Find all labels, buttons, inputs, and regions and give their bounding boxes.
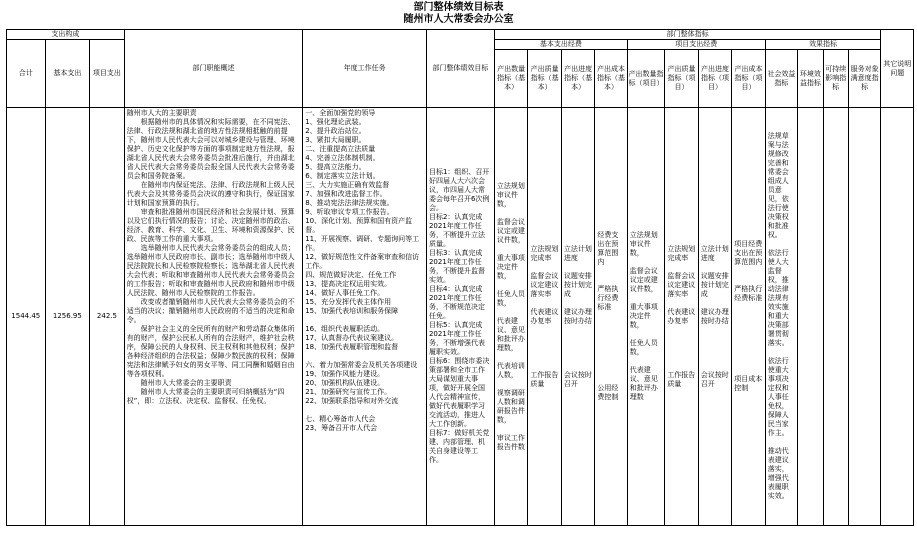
- header-other: 其它说明问题: [881, 30, 914, 108]
- header-tasks: 年度工作任务: [303, 30, 427, 108]
- header-basic-quality: 产出质量指标（基本）: [528, 50, 561, 108]
- header-project-cost: 产出成本指标（项目）: [732, 50, 765, 108]
- sustain-text: [823, 108, 848, 526]
- header-project-progress: 产出进度指标（项目）: [698, 50, 731, 108]
- header-environment: 环境效益指标: [798, 50, 823, 108]
- header-total: 合计: [7, 40, 46, 108]
- header-sustain: 可持续影响指标: [823, 50, 848, 108]
- value-basic: 1256.95: [45, 108, 90, 526]
- performance-table: [6, 29, 914, 526]
- functions-text: 随州市人大的主要职责 根据随州市的具体情况和实际需要，在不同宪法、法律、行政法规和湖北省的地方性法规相抵触的前提下，随州市人民代表大会可以对城乡建设与管理、环境保护、历史文化保护等方面的事项制定地方性法规，报湖北省人民代表大会常务委员会批准后施行，并由湖北省人民代表大会常务委员会报全国人民代表大会常务委员会和国务院备案。 在随州市内保证宪法、法律、行政法规和上级人民代表大会及其常务委员会决议的遵守和执行，保证国家计划和国家预算的执行。 审查和批准随州市国民经济和社会发展计划、预算以及它们执行情况的报告；讨论、决定随州市的政治、经济、教育、科学、文化、卫生、环境和资源保护、民政、民族等工作的重大事项。 选举随州市人民代表大会常务委员会的组成人员；选举随州市人民政府市长、副市长；选举随州市中级人民法院院长和人民检察院检察长；选举湖北省人民代表大会代表；听取和审查随州市人民代表大会常务委员会的工作报告；听取和审查随州市人民政府和随州市中级人民法院、随州市人民检察院的工作报告。 改变或者撤销随州市人民代表大会常务委员会的不适当的决议；撤销随州市人民政府的不适当的决定和命令。 保护社会主义的全民所有的财产和劳动群众集体所有的财产，保护公民私人所有的合法财产，维护社会秩序，保障公民的人身权利、民主权利和其他权利；保护各种经济组织的合法权益；保障少数民族的权利；保障宪法和法律赋予妇女的男女平等、同工同酬和婚姻自由等各项权利。 随州市人大常委会的主要职责 随州市人大常委会的主要职责可归纳概括为“四权”，即：立法权、决定权、监督权、任免权。: [124, 108, 303, 526]
- header-basic-group: 基本支出经费: [494, 40, 627, 50]
- value-total: 1544.45: [7, 108, 46, 526]
- header-expenditure-group: 支出构成: [7, 30, 125, 40]
- header-effect-group: 效果指标: [765, 40, 881, 50]
- table-row: [7, 108, 914, 526]
- value-project: 242.5: [90, 108, 125, 526]
- header-project: 项目支出: [90, 40, 125, 108]
- social-text: 法规草案与法规修改完善和常委会组成人员意见，依法行使决策权和批准权。 依法行使人大监督权，推动法律法规有效实施和重大决策部署贯彻落实。 依法行使重大事项决定权和人事任免权，保障人民当家作主。 推动代表建议落实，增强代表履职实效。: [765, 108, 797, 526]
- header-project-qty: 产出数量指标（项目）: [627, 50, 665, 108]
- header-indicators-group: 部门整体指标: [494, 30, 880, 40]
- project-qty-text: 立法规划审议件数， 监督会议议定或建议件数， 重大事项决定件数， 任免人员数， 代表建议、意见和批评办理数: [627, 108, 665, 526]
- header-basic-cost: 产出成本指标（基本）: [595, 50, 627, 108]
- header-basic-qty: 产出数量指标（基本）: [494, 50, 527, 108]
- project-progress-text: 立法计划进度 议题安排按计划完成 建议办理按时办结 会议按时召开: [698, 108, 731, 526]
- satisfaction-text: [848, 108, 881, 526]
- header-project-group: 项目支出经费: [627, 40, 765, 50]
- header-basic: 基本支出: [45, 40, 90, 108]
- environment-text: [798, 108, 823, 526]
- overall-goal-text: 目标1：组织、召开好四届人大六次会议，市四届人大常委会每年召开6次例会。 目标2：认真完成2021年度工作任务，不断提升立法质量。 目标3：认真完成2021年度工作任务，不断提升监督实效。 目标4：认真完成2021年度工作任务，不断规范决定任免。 目标5：认真完成2021年度工作任务，不断增强代表履职实效。 目标6：围绕市委决策部署和全市工作大局谋划重大事项，做好开展全国人代会精神宣传，做好代表履职学习交流活动，推进人大工作创新。 目标7：做好机关党建、内部管理、机关自身建设等工作。: [426, 108, 494, 526]
- project-cost-text: 项目经费支出在预算范围内 严格执行经费标准 项目成本控制: [732, 108, 765, 526]
- other-text: [881, 108, 914, 526]
- basic-cost-text: 经费支出在预算范围内 严格执行经费标准 公用经费控制: [595, 108, 627, 526]
- page-subtitle: 随州市人大常委会办公室: [403, 14, 514, 25]
- basic-qty-text: 立法规划审议件数， 监督会议议定或建议件数， 重大事项决定件数， 任免人员数， 代表建议、意见和批评办理数， 代表培训人数， 视察调研人数和调研报告件数， 审议工作报告件数: [494, 108, 527, 526]
- basic-progress-text: 立法计划进度 议题安排按计划完成 建议办理按时办结 会议按时召开: [561, 108, 594, 526]
- page-title: 部门整体绩效目标表: [413, 2, 504, 13]
- header-basic-progress: 产出进度指标（基本）: [561, 50, 594, 108]
- header-project-quality: 产出质量指标（项目）: [665, 50, 698, 108]
- tasks-text: 一、全面加强党的领导 1、强化理论武装。 2、提升政治站位。 3、紧扣大局履职。 二、注重提高立法质量 4、完善立法体制机制。 5、提高立法能力。 6、制定落实立法计划。 三、大力实施正确有效监督 7、加强和改进监督工作。 8、推动宪法法律法规实施。 9、听取审议专项工作报告。 10、深化计划、预算和国有资产监督。 11、开展视察、调研、专题询问等工作。 12、做好规范性文件备案审查和信访工作。 四、规范做好决定、任免工作 13、提高决定权运用实效。 14、做好人事任免工作。 15、充分发挥代表主体作用 15、加强代表培训和服务保障 16、组织代表履职活动。 17、认真督办代表议案建议。 18、加强代表履职管理和监督 六、着力加强常委会及机关各项建设 19、加强作风能力建设。 20、加强机构队伍建设。 21、加强研究与宣传工作。 22、加强联系指导和对外交流 七、精心筹备市人代会 23、筹备召开市人代会: [303, 108, 427, 526]
- header-functions: 部门职能概述: [124, 30, 303, 108]
- header-social: 社会效益指标: [765, 50, 797, 108]
- header-satisfaction: 服务对象满意度指标: [848, 50, 881, 108]
- basic-quality-text: 立法规划完成率 监督会议议定建议落实率 代表建议办复率 工作报告质量: [528, 108, 561, 526]
- project-quality-text: 立法规划完成率 监督会议议定建议落实率 代表建议办复率 工作报告质量: [665, 108, 698, 526]
- header-overall-goal: 部门整体绩效目标: [426, 30, 494, 108]
